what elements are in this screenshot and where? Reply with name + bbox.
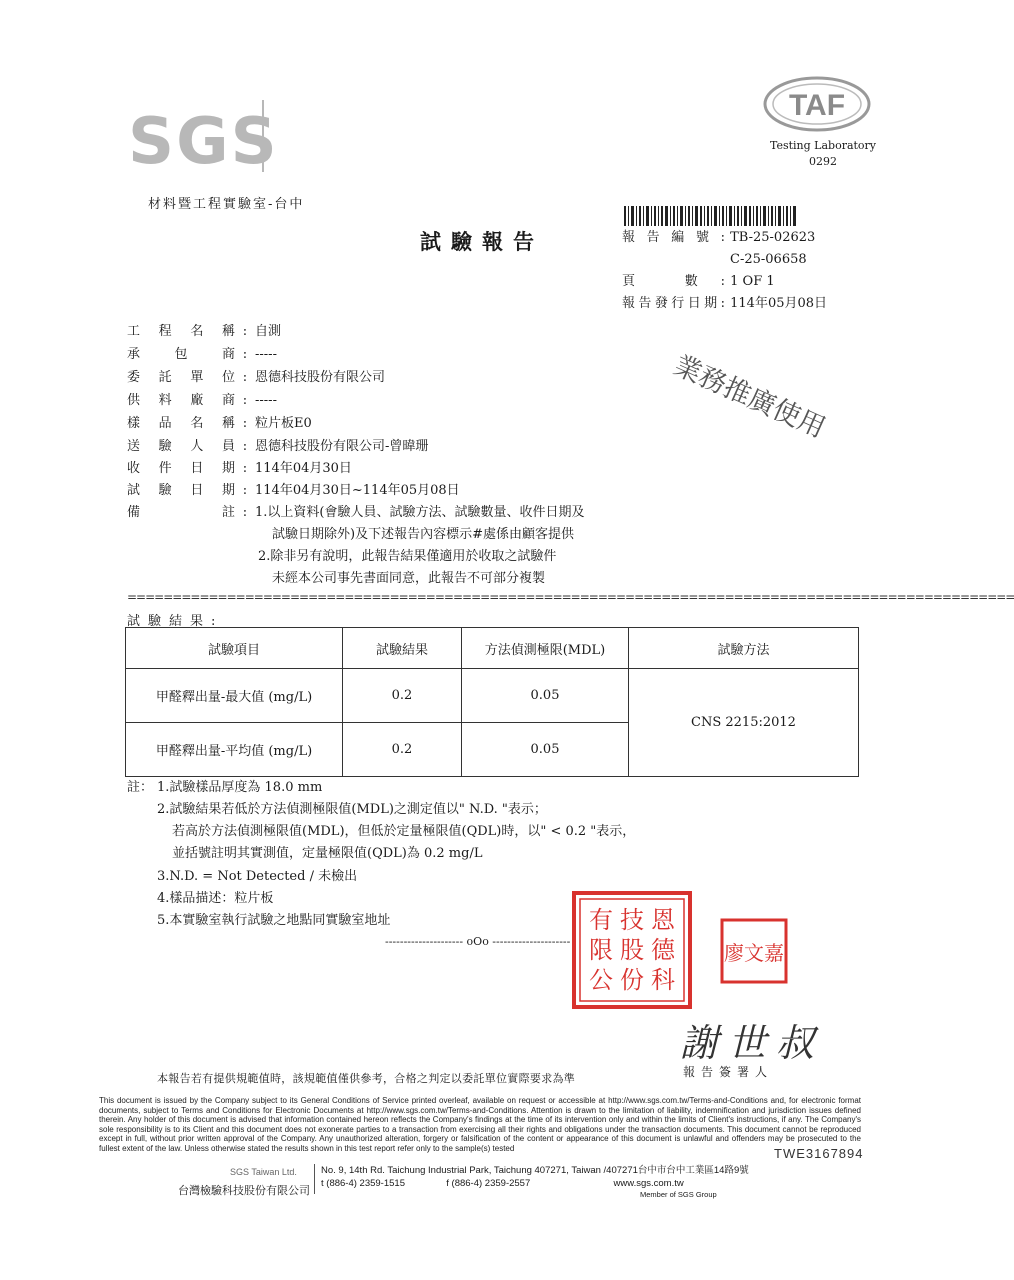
- issue-date-value: 114年05月08日: [730, 296, 828, 311]
- seal-char: 技: [620, 906, 644, 934]
- notes-prefix: 註：: [127, 780, 154, 795]
- cell-mdl: 0.05: [462, 723, 629, 777]
- field-contractor: 承包商 : -----: [127, 345, 277, 365]
- header-mdl: 方法偵測極限(MDL): [462, 628, 629, 669]
- taf-logo-icon: [763, 76, 871, 132]
- table-row: [126, 669, 859, 723]
- note-line: 5.本實驗室執行試驗之地點同實驗室地址: [157, 913, 391, 928]
- seal-char: 恩: [651, 906, 675, 934]
- header-test-method: 試驗方法: [629, 628, 859, 669]
- note-line: 4.樣品描述：粒片板: [157, 891, 274, 906]
- issue-date-label: 報告發行日期:: [622, 296, 726, 311]
- seal-char: 科: [651, 966, 675, 994]
- footer-phone-row: [321, 1177, 749, 1190]
- field-label: 委託單位: [127, 370, 235, 385]
- note-line: 若高於方法偵測極限值(MDL)，但低於定量極限值(QDL)時，以" < 0.2 "表示，: [172, 824, 636, 839]
- seal-char: 限: [589, 936, 613, 964]
- report-number-secondary: C-25-06658: [730, 252, 807, 267]
- report-number-label: 報告編號:: [622, 230, 726, 245]
- svg-text:廖文嘉: 廖文嘉: [724, 941, 784, 965]
- signer-label: 報告簽署人: [683, 1065, 774, 1079]
- svg-text:TAF: TAF: [788, 89, 846, 122]
- field-label: 樣品名稱: [127, 416, 235, 431]
- taf-caption: [758, 138, 888, 170]
- footer-contact: [321, 1164, 749, 1190]
- results-label: 試驗結果:: [127, 614, 224, 629]
- cell-mdl: 0.05: [462, 669, 629, 723]
- field-label: 承包商: [127, 347, 235, 362]
- field-value: 114年04月30日: [255, 461, 352, 476]
- doc-code: TWE3167894: [774, 1146, 864, 1161]
- footer-address: No. 9, 14th Rd. Taichung Industrial Park, Taichung 407271, Taiwan /407271台中市台中工業區14路9號: [321, 1165, 749, 1176]
- note-line: 並括號註明其實測值，定量極限值(QDL)為 0.2 mg/L: [172, 846, 483, 861]
- field-label: 收件日期: [127, 461, 235, 476]
- cell-test-result: 0.2: [343, 723, 462, 777]
- barcode: [624, 206, 798, 226]
- field-label: 試驗日期: [127, 483, 235, 498]
- table-header-row: [126, 628, 859, 669]
- end-of-report-mark: --------------------- oOo ---------------------: [385, 935, 571, 948]
- field-value: 1.以上資料(會驗人員、試驗方法、試驗數量、收件日期及: [255, 505, 585, 520]
- footer-tel: t (886-4) 2359-1515: [321, 1178, 405, 1189]
- field-value: 114年04月30日~114年05月08日: [255, 483, 460, 498]
- lab-name: 材料暨工程實驗室-台中: [148, 197, 305, 212]
- footer-website[interactable]: www.sgs.com.tw: [613, 1178, 684, 1189]
- separator: ==================================================================================================: [127, 590, 1014, 604]
- results-table: [125, 627, 859, 777]
- field-received-date: 收件日期 : 114年04月30日: [127, 459, 352, 479]
- seal-char: 股: [620, 936, 644, 964]
- note-line: 2.試驗結果若低於方法偵測極限值(MDL)之測定值以" N.D. "表示；: [157, 802, 547, 817]
- field-submitter: 送驗人員 : 恩德科技股份有限公司-曾暐珊: [127, 437, 428, 457]
- field-label: 供料廠商: [127, 393, 235, 408]
- company-en: SGS Taiwan Ltd.: [230, 1167, 297, 1177]
- field-value: 自測: [255, 324, 282, 339]
- seal-char: 公: [589, 966, 613, 994]
- signature: [676, 1012, 854, 1070]
- pages-row: [622, 272, 775, 292]
- remarks-line: 2.除非另有說明，此報告結果僅適用於收取之試驗件: [258, 549, 557, 564]
- field-label: 工程名稱: [127, 324, 235, 339]
- disclaimer: 本報告若有提供規範值時，該規範值僅供參考，合格之判定以委託單位實際要求為準: [157, 1072, 576, 1085]
- field-value: 恩德科技股份有限公司: [255, 370, 386, 385]
- field-sample-name: 樣品名稱 : 粒片板E0: [127, 414, 312, 434]
- note-line: 1.試驗樣品厚度為 18.0 mm: [157, 780, 323, 795]
- issue-date-row: [622, 294, 827, 314]
- sgs-logo: SGS: [128, 105, 279, 179]
- cell-test-item: 甲醛釋出量-最大值 (mg/L): [126, 669, 343, 723]
- note-line: 3.N.D. = Not Detected / 未檢出: [157, 869, 358, 884]
- footer-divider: [314, 1164, 315, 1194]
- field-value: -----: [255, 393, 277, 408]
- terms-text: This document is issued by the Company subject to its General Conditions of Service printed overleaf, available on request or accessible at http://www.sgs.com.tw/Terms-and-Conditions and, for electronic format documents, subject to Terms and Conditions for Electronic Documents at http://www.sgs.com.tw/Terms-and-Conditions. Attention is drawn to the limitation of liability, indemnification and jurisdiction issues defined therein. Any holder of this document is advised that information contained hereon reflects the Company's findings at the time of its intervention only and within the limits of Client's instructions, if any. The Company's sole responsibility is to its Client and this document does not exonerate parties to a transaction from exercising all their rights and obligations under the transaction documents. This document cannot be reproduced except in full, without prior written approval of the Company. Any unauthorized alteration, forgery or falsification of the content or appearance of this document is unlawful and offenders may be prosecuted to the fullest extent of the law. Unless otherwise stated the results shown in this test report refer only to the sample(s) tested: [99, 1096, 861, 1153]
- cell-test-result: 0.2: [343, 669, 462, 723]
- taf-logo: [763, 76, 871, 132]
- pages-label: 頁 數:: [622, 274, 726, 289]
- field-value: 粒片板E0: [255, 416, 312, 431]
- taf-caption-title: Testing Laboratory: [769, 139, 877, 152]
- footer-fax: f (886-4) 2359-2557: [446, 1178, 531, 1189]
- svg-text:謝世叔: 謝世叔: [680, 1021, 825, 1065]
- field-label: 送驗人員: [127, 439, 235, 454]
- field-supplier: 供料廠商 : -----: [127, 391, 277, 411]
- seal-char: 份: [620, 966, 644, 994]
- report-number-value: TB-25-02623: [730, 230, 816, 245]
- report-number-row: [622, 228, 815, 248]
- representative-seal: [720, 918, 788, 984]
- cell-test-method: CNS 2215:2012: [629, 669, 859, 777]
- header-test-result: 試驗結果: [343, 628, 462, 669]
- taf-caption-number: 0292: [809, 155, 837, 168]
- header-test-item: 試驗項目: [126, 628, 343, 669]
- field-test-date: 試驗日期 : 114年04月30日~114年05月08日: [127, 481, 460, 501]
- field-project-name: 工程名稱 : 自測: [127, 322, 281, 342]
- cell-test-item: 甲醛釋出量-平均值 (mg/L): [126, 723, 343, 777]
- footer-member: Member of SGS Group: [640, 1190, 717, 1199]
- field-label: 備註: [127, 505, 235, 520]
- seal-char: 有: [589, 906, 613, 934]
- report-title: 試驗報告: [420, 229, 544, 254]
- field-value: 恩德科技股份有限公司-曾暐珊: [255, 439, 429, 454]
- company-zh: 台灣檢驗科技股份有限公司: [178, 1184, 310, 1197]
- field-remarks: 備註 : 1.以上資料(會驗人員、試驗方法、試驗數量、收件日期及: [127, 503, 584, 523]
- promo-stamp: [662, 342, 872, 492]
- remarks-line: 未經本公司事先書面同意，此報告不可部分複製: [272, 571, 546, 586]
- sgs-logo-rule: [262, 100, 268, 172]
- company-seal: [571, 890, 693, 1010]
- field-client: 委託單位 : 恩德科技股份有限公司: [127, 368, 385, 388]
- remarks-line: 試驗日期除外)及下述報告內容標示#處係由顧客提供: [272, 527, 574, 542]
- seal-char: 德: [651, 936, 675, 964]
- pages-value: 1 OF 1: [730, 274, 775, 289]
- svg-text:業務推廣使用: 業務推廣使用: [669, 350, 830, 445]
- field-value: -----: [255, 347, 277, 362]
